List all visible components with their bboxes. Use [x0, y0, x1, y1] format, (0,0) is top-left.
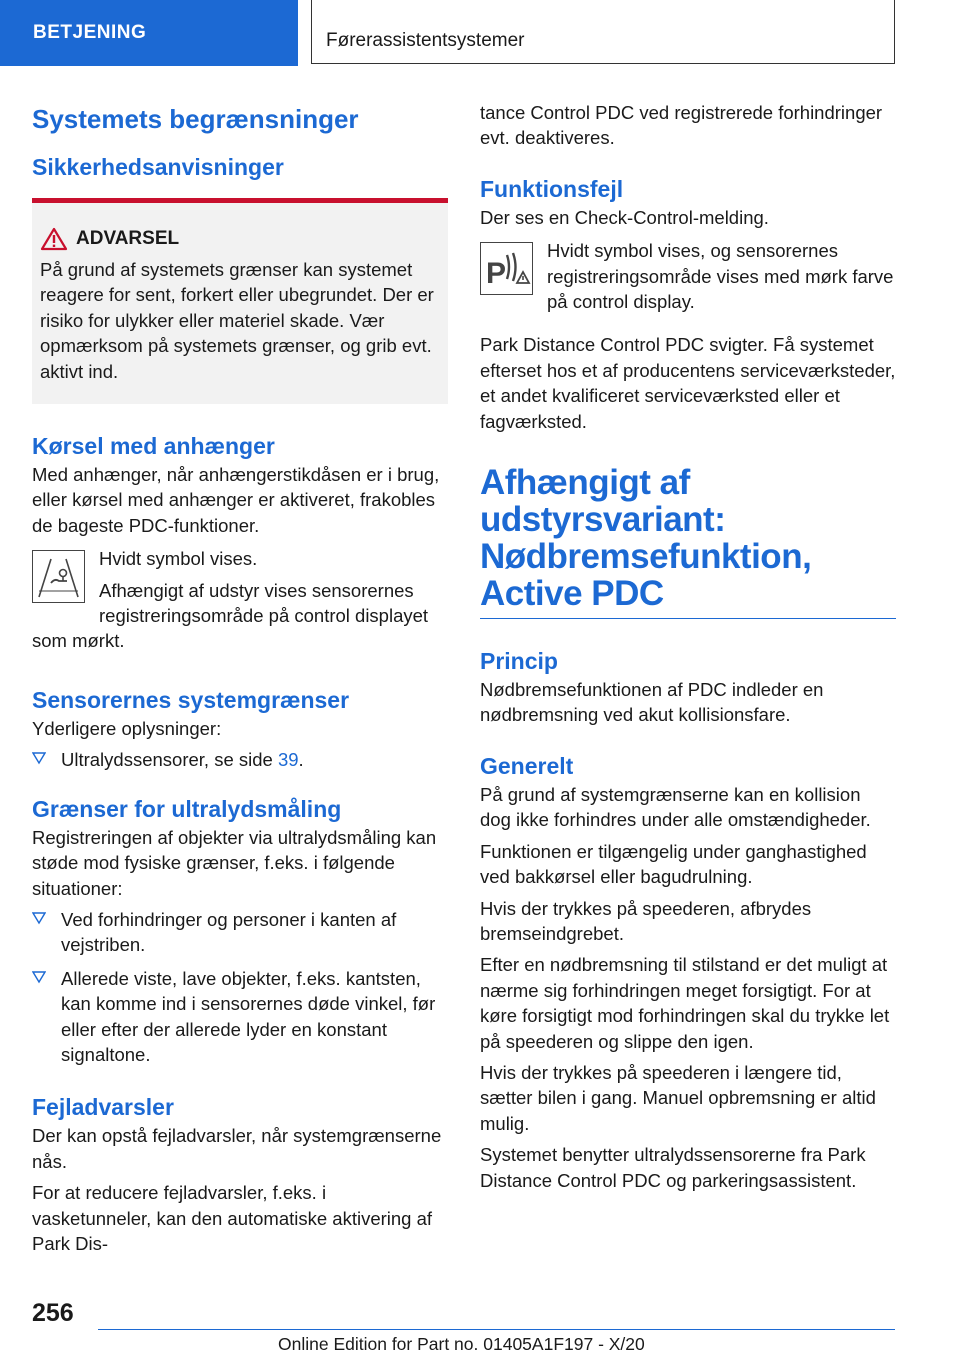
pdc-fault-icon — [480, 242, 533, 295]
page-link-39[interactable]: 39 — [277, 749, 299, 771]
malfunction-text-2: Park Distance Control PDC svigter. Få systemet efterset hos et af producentens serviceværksteder, et andet kvalificeret serviceværksted eller et fagværksted. — [480, 334, 896, 432]
general-text: På grund af systemgrænserne kan en kollision dog ikke forhindres under alle omstændigheder. — [480, 783, 871, 831]
section-tab: BETJENING — [0, 0, 298, 66]
list-item: Ultralydssensorer, se side 39. — [32, 747, 448, 772]
subheading-ultrasound-limits: Grænser for ultralydsmåling — [32, 795, 342, 822]
general-text: Efter en nødbremsning til stilstand er det muligt at nærme sig forhindringen meget forsigtigt. For at køre forsigtigt mod forhindringen skal du trykke let på speederen og slippe den igen. — [480, 954, 890, 1052]
footer-divider — [98, 1329, 895, 1330]
false-alarms-text-2: For at reducere fejladvarsler, f.eks. i vasketunneler, kan den automatiske aktivering af Park Dis- — [32, 1182, 433, 1254]
subheading-sensor-limits: Sensorernes systemgrænser — [32, 686, 350, 713]
chapter-title: Førerassistentsystemer — [311, 0, 895, 64]
subheading-trailer: Kørsel med anhænger — [32, 433, 275, 460]
trailer-symbol-icon — [32, 550, 85, 603]
subheading-principle: Princip — [480, 648, 558, 675]
general-text: Hvis der trykkes på speederen i længere tid, sætter bilen i gang. Manuel opbremsning er altid mulig. — [480, 1061, 876, 1134]
sensor-list — [32, 747, 448, 772]
general-text: Hvis der trykkes på speederen, afbrydes bremseindgrebet. — [480, 897, 812, 944]
trailer-symbol-text: Hvidt symbol vises. — [99, 548, 258, 570]
page-header — [0, 0, 960, 66]
page-number: 256 — [32, 1299, 74, 1327]
triangle-bullet-icon — [32, 969, 46, 985]
malfunction-symbol-row — [480, 238, 896, 314]
trailer-display-text-end: som mørkt. — [32, 630, 125, 652]
ultrasound-list — [32, 907, 448, 1067]
false-alarms-text: Der kan opstå fejladvarsler, når systemgrænserne nås. — [32, 1125, 442, 1172]
section-heading-emergency-brake: Afhængigt af udstyrsvariant: Nødbremsefunktion, Active PDC — [480, 464, 896, 619]
warning-box — [32, 198, 448, 404]
warning-triangle-icon — [40, 227, 68, 251]
malfunction-symbol-text: Hvidt symbol vises, og sensorernes registreringsområde vises med mørk farve på control display. — [547, 240, 894, 313]
general-text: Funktionen er tilgængelig under ganghastighed ved bakkørsel eller bagudrulning. — [480, 840, 867, 888]
warning-text: På grund af systemets grænser kan systemet reagere for sent, forkert eller ubegrundet. Der er risiko for ulykker eller materiel skade. Vær opmærksom på systemets grænser, og grib evt. aktivt ind. — [40, 259, 434, 382]
ultrasound-text: Registreringen af objekter via ultralydsmåling kan støde mod fysiske grænser, f.eks. i følgende situationer: — [32, 826, 437, 899]
malfunction-text: Der ses en Check-Control-melding. — [480, 206, 769, 228]
continuation-text: tance Control PDC ved registrerede forhindringer evt. deaktiveres. — [480, 102, 883, 149]
list-item: Ved forhindringer og personer i kanten af vejstriben. — [32, 907, 448, 958]
trailer-display-text: Afhængigt af udstyr vises sensorernes registreringsområde på control displayet — [99, 579, 429, 627]
svg-text:P: P — [486, 257, 507, 291]
triangle-bullet-icon — [32, 910, 46, 926]
warning-label: ADVARSEL — [76, 228, 180, 249]
list-item: Allerede viste, lave objekter, f.eks. kantsten, kan komme ind i sensorernes døde vinkel, før eller efter der allerede lyder en konstant signaltone. — [32, 966, 448, 1068]
footer-edition: Online Edition for Part no. 01405A1F197 - X/20 — [278, 1334, 645, 1354]
trailer-text: Med anhænger, når anhængerstikdåsen er i brug, eller kørsel med anhænger er aktiveret, frakobles de bageste PDC-funktioner. — [32, 464, 440, 536]
subheading-malfunction: Funktionsfejl — [480, 175, 624, 202]
left-column — [32, 100, 448, 1256]
subheading-general: Generelt — [480, 752, 574, 779]
section-heading-limitations: Systemets begrænsninger — [32, 104, 359, 134]
triangle-bullet-icon — [32, 750, 46, 766]
right-column — [480, 100, 896, 1193]
subheading-false-alarms: Fejladvarsler — [32, 1094, 174, 1121]
general-text: Systemet benytter ultralydssensorerne fra Park Distance Control PDC og parkeringsassistent. — [480, 1144, 866, 1191]
trailer-symbol-row — [32, 546, 448, 628]
principle-text: Nødbremsefunktionen af PDC indleder en nødbremsning ved akut kollisionsfare. — [480, 679, 824, 726]
subheading-safety: Sikkerhedsanvisninger — [32, 154, 284, 180]
sensor-text: Yderligere oplysninger: — [32, 717, 222, 739]
